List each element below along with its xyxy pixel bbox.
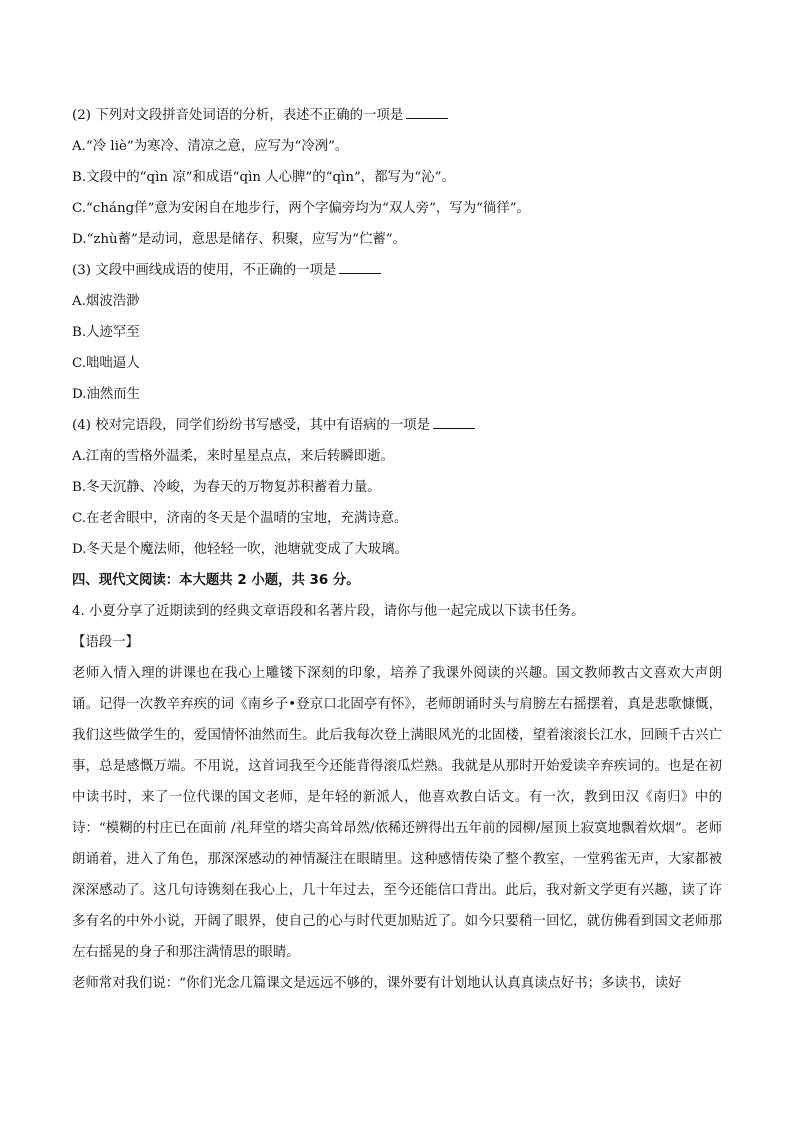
reading-task-intro: 4. 小夏分享了近期读到的经典文章语段和名著片段，请你与他一起完成以下读书任务。: [72, 604, 585, 619]
passage-paragraph-cut: 老师常对我们说：“你们光念几篇课文是远远不够的，课外要有计划地认认真真读点好书；多读书，读好: [72, 976, 682, 991]
answer-blank: [433, 416, 475, 429]
question-3-option-a: A.烟波浩渺: [72, 294, 140, 309]
document-page: [72, 100, 722, 999]
passage-paragraph: 老师入情入理的讲课也在我心上雕镂下深刻的印象，培养了我课外阅读的兴趣。国文教师教古文喜欢大声朗诵。记得一次教辛弃疾的词《南乡子•登京口北固亭有怀》，老师朗诵时头与肩膀左右摇摆着，真是悲歌慷慨，我们这些做学生的，爱国情怀油然而生。此后我每次登上满眼风光的北固楼，望着滚滚长江水，回顾千古兴亡事，总是感慨万端。不用说，这首词我至今还能背得滚瓜烂熟。我就是从那时开始爱读辛弃疾词的。也是在初中读书时，来了一位代课的国文老师，是年轻的新派人，他喜欢教白话文。有一次，教到田汉《南归》中的诗：“模糊的村庄已在面前 /礼拜堂的塔尖高耸昂然/依稀还辨得出五年前的园柳/屋顶上寂寞地飘着炊烟”。老师朗诵着，进入了角色，那深深感动的神情凝注在眼睛里。这种感情传染了整个教室，一堂鸦雀无声，大家都被深深感动了。这几句诗镌刻在我心上，几十年过去，至今还能信口背出。此后，我对新文学更有兴趣，读了许多有名的中外小说，开阔了眼界，使自己的心与时代更加贴近了。如今只要稍一回忆，就仿佛看到国文老师那左右摇晃的身子和那注满情思的眼睛。: [72, 666, 722, 960]
question-4-option-d: D.冬天是个魔法师，他轻轻一吹，池塘就变成了大玻璃。: [72, 542, 408, 557]
question-2-option-b: B.文段中的“qìn 凉”和成语“qìn 人心脾”的“qìn”，都写为“沁”。: [72, 170, 455, 185]
question-4-stem: (4) 校对完语段，同学们纷纷书写感受，其中有语病的一项是: [72, 410, 722, 441]
question-4-option-b: B.冬天沉静、冷峻，为春天的万物复苏积蓄着力量。: [72, 480, 381, 495]
question-2-stem: (2) 下列对文段拼音处词语的分析，表述不正确的一项是: [72, 100, 722, 131]
question-2-option-d: D.“zhù蓄”是动词，意思是储存、积聚，应写为“伫蓄”。: [72, 232, 407, 247]
question-3-option-b: B.人迹罕至: [72, 325, 140, 340]
question-3-option-c: C.咄咄逼人: [72, 356, 140, 371]
answer-blank: [406, 106, 448, 119]
question-3-stem: (3) 文段中画线成语的使用，不正确的一项是: [72, 255, 722, 286]
question-3-option-d: D.油然而生: [72, 387, 141, 402]
question-4-option-a: A.江南的雪格外温柔，来时星星点点，来后转瞬即逝。: [72, 449, 394, 464]
question-4-option-c: C.在老舍眼中，济南的冬天是个温晴的宝地，充满诗意。: [72, 511, 408, 526]
passage-label: 【语段一】: [72, 635, 139, 650]
answer-blank: [339, 261, 381, 274]
question-2-option-a: A.“冷 liè”为寒冷、清凉之意，应写为“冷冽”。: [72, 139, 349, 154]
question-2-option-c: C.“cháng佯”意为安闲自在地步行，两个字偏旁均为“双人旁”，写为“徜徉”。: [72, 201, 530, 216]
section-heading: 四、现代文阅读：本大题共 2 小题，共 36 分。: [72, 573, 360, 588]
